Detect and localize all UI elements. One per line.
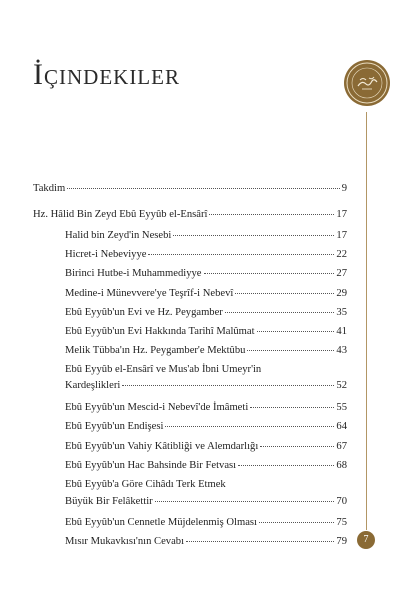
toc-entry-page: 17 xyxy=(336,209,347,220)
toc-entry[interactable] xyxy=(65,287,347,300)
toc-entry-page: 75 xyxy=(336,517,347,528)
leader-dots xyxy=(122,385,334,386)
toc-entry-title: Ebû Eyyûb'un Evi Hakkında Tarihî Malûmat xyxy=(65,326,255,337)
toc-entry-title-line2: Büyük Bir Felâkettir xyxy=(65,496,153,507)
leader-dots xyxy=(235,293,334,294)
toc-entry-title: Ebû Eyyûb'un Endişesi xyxy=(65,421,164,432)
toc-entry[interactable] xyxy=(33,208,347,221)
toc-entry-page: 70 xyxy=(336,496,347,507)
toc-entry[interactable] xyxy=(65,535,347,548)
page-number-badge: 7 xyxy=(357,531,375,549)
toc-entry-title: Mısır Mukavkısı'nın Cevabı xyxy=(65,536,185,547)
toc-entry-page: 43 xyxy=(336,345,347,356)
leader-dots xyxy=(257,331,335,332)
toc-entry[interactable] xyxy=(65,325,347,338)
toc-entry-page: 52 xyxy=(336,380,347,391)
toc-entry-title: Hicret-i Nebeviyye xyxy=(65,249,147,260)
leader-dots xyxy=(148,254,334,255)
leader-dots xyxy=(186,541,334,542)
toc-entry[interactable] xyxy=(65,248,347,261)
toc-entry-title-line1[interactable]: Ebû Eyyûb el-Ensârî ve Mus'ab İbni Umeyr'in xyxy=(65,364,262,375)
toc-entry[interactable] xyxy=(65,420,347,433)
leader-dots xyxy=(67,188,339,189)
leader-dots xyxy=(209,214,334,215)
toc-entry-title: Ebû Eyyûb'un Cennetle Müjdelenmiş Olması xyxy=(65,517,257,528)
leader-dots xyxy=(155,501,335,502)
toc-entry[interactable] xyxy=(33,182,347,195)
leader-dots xyxy=(238,465,334,466)
vertical-rule xyxy=(366,112,367,530)
toc-entry[interactable] xyxy=(65,344,347,357)
toc-entry-title: Melik Tübba'ın Hz. Peygamber'e Mektûbu xyxy=(65,345,246,356)
toc-entry[interactable] xyxy=(65,379,347,392)
toc-entry[interactable] xyxy=(65,516,347,529)
toc-entry[interactable] xyxy=(65,459,347,472)
toc-entry-page: 67 xyxy=(336,441,347,452)
toc-entry-page: 29 xyxy=(336,288,347,299)
toc-entry-title-line2: Kardeşlikleri xyxy=(65,380,121,391)
toc-entry[interactable] xyxy=(65,401,347,414)
toc-entry-page: 68 xyxy=(336,460,347,471)
toc-entry-title-line1[interactable]: Ebû Eyyûb'a Göre Cihâdı Terk Etmek xyxy=(65,479,226,490)
toc-entry-title: Ebû Eyyûb'un Evi ve Hz. Peygamber xyxy=(65,307,223,318)
toc-entry-page: 41 xyxy=(336,326,347,337)
toc-entry-title: Ebû Eyyûb'un Hac Bahsinde Bir Fetvası xyxy=(65,460,237,471)
toc-entry-title: Ebû Eyyûb'un Vahiy Kâtibliği ve Alemdarlığı xyxy=(65,441,259,452)
toc-entry-page: 17 xyxy=(336,230,347,241)
toc-entry-title: Birinci Hutbe-i Muhammediyye xyxy=(65,268,202,279)
toc-entry[interactable] xyxy=(65,306,347,319)
toc-entry-page: 22 xyxy=(336,249,347,260)
toc-entry-title: Ebû Eyyûb'un Mescid-i Nebevî'de İmâmeti xyxy=(65,402,249,413)
toc-entry-page: 27 xyxy=(336,268,347,279)
leader-dots xyxy=(250,407,334,408)
toc-entry-page: 55 xyxy=(336,402,347,413)
toc-entry[interactable] xyxy=(65,267,347,280)
toc-entry-title: Hz. Hâlid Bin Zeyd Ebû Eyyûb el-Ensârî xyxy=(33,209,208,220)
page-title: İçindekiler xyxy=(33,58,180,91)
toc-entry-page: 64 xyxy=(336,421,347,432)
calligraphy-seal-icon xyxy=(343,59,391,107)
leader-dots xyxy=(165,426,334,427)
leader-dots xyxy=(247,350,334,351)
toc-entry[interactable] xyxy=(65,495,347,508)
leader-dots xyxy=(173,235,334,236)
toc-entry[interactable] xyxy=(65,229,347,242)
leader-dots xyxy=(259,522,334,523)
leader-dots xyxy=(260,446,334,447)
toc-entry-title: Halid bin Zeyd'in Nesebi xyxy=(65,230,172,241)
toc-entry-page: 9 xyxy=(341,183,347,194)
leader-dots xyxy=(204,273,335,274)
toc-entry-title: Takdim xyxy=(33,183,66,194)
toc-entry-title: Medine-i Münevvere'ye Teşrîf-i Nebevî xyxy=(65,288,234,299)
toc-entry-page: 35 xyxy=(336,307,347,318)
toc-entry-page: 79 xyxy=(336,536,347,547)
toc-entry[interactable] xyxy=(65,440,347,453)
leader-dots xyxy=(225,312,335,313)
